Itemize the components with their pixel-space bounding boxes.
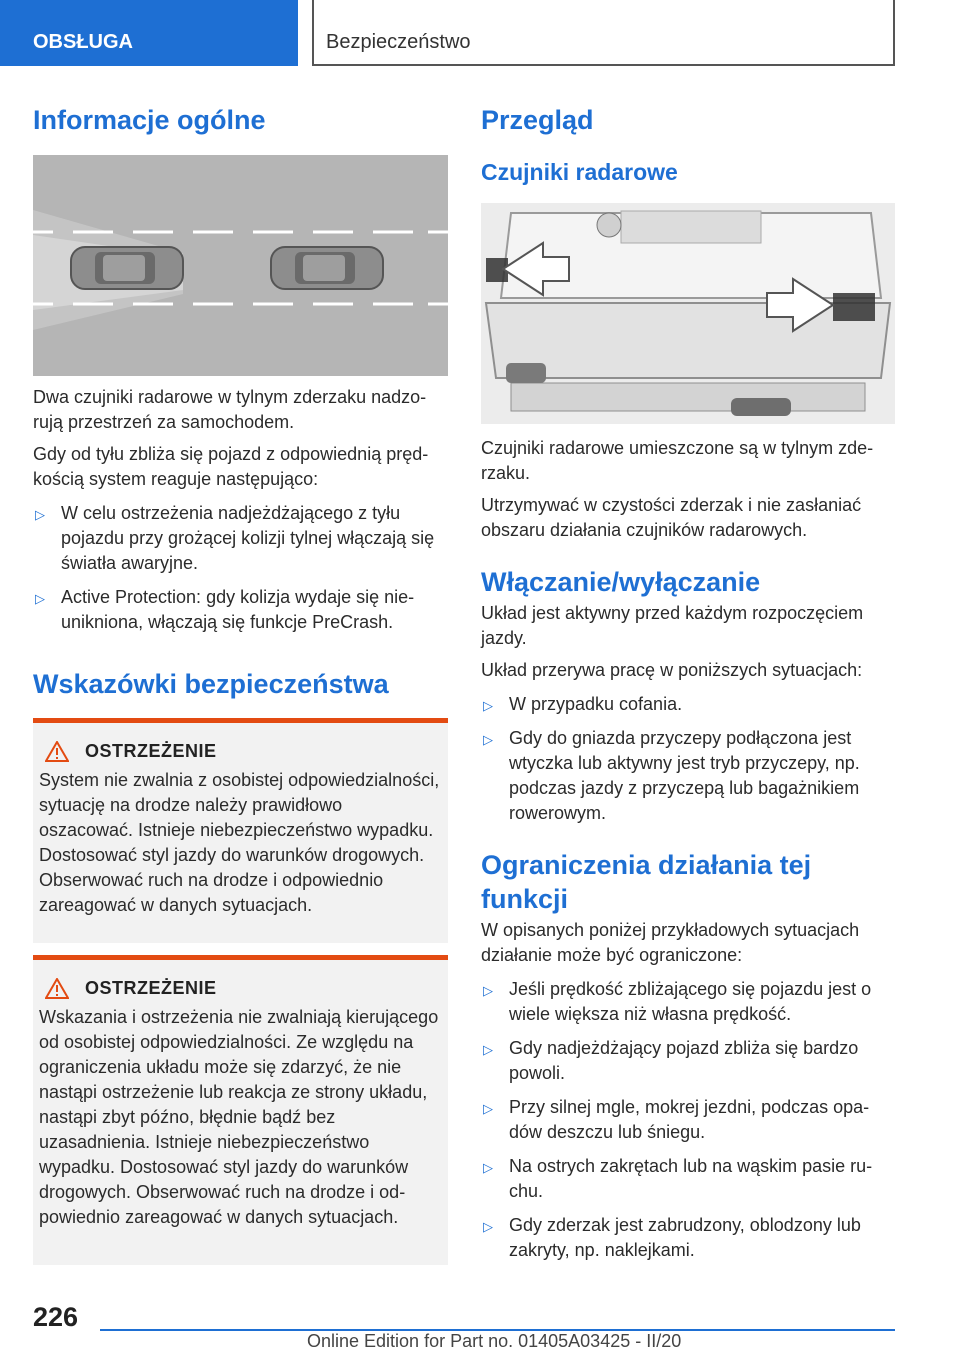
- warning-triangle-icon: [45, 978, 69, 999]
- warning-title: OSTRZEŻENIE: [39, 978, 440, 999]
- list-item: ▷ Jeśli prędkość zbliżającego się pojazdu jest o wiele większa niż własna prędkość.: [483, 979, 872, 1024]
- heading-general: Informacje ogólne: [33, 105, 266, 135]
- bumper-sensor-graphic: [481, 203, 895, 424]
- paragraph-keep-clean: Utrzymywać w czystości zderzak i nie zasłaniać obszaru działania czujników radarowych.: [481, 495, 862, 540]
- paragraph-sensor-location: Czujniki radarowe umieszczone są w tylnym zderzaku.: [481, 438, 874, 483]
- car-front: [271, 247, 383, 289]
- list-item: ▷ W przypadku cofania.: [481, 692, 895, 717]
- warning-box-2: [33, 955, 448, 1265]
- chapter-title: Bezpieczeństwo: [312, 0, 895, 66]
- right-column: [481, 96, 895, 1263]
- warning-title: OSTRZEŻENIE: [39, 741, 440, 762]
- warning-triangle-icon: [45, 741, 69, 762]
- list-item: ▷ Na ostrych zakrętach lub na wąskim pasie ruchu.: [483, 1156, 873, 1201]
- heading-safety: Wskazówki bezpieczeństwa: [33, 669, 389, 699]
- page-header: [0, 0, 960, 66]
- radar-road-graphic: [33, 155, 448, 376]
- paragraph-limits: W opisanych poniżej przykładowych sytuacjach działanie może być ograniczone:: [481, 920, 860, 965]
- paragraph-sensors-monitor: Dwa czujniki radarowe w tylnym zderzaku nadzorują przestrzeń za samochodem.: [33, 387, 427, 432]
- warning-box-1: [33, 718, 448, 943]
- warning-text: Wskazania i ostrzeżenia nie zwalniają kierującego od osobistej odpowiedzialności. Ze względu na ograniczenia układu może się zdarzyć, że nie nastąpi ostrzeżenie lub reakcja ze strony układu, nastąpi zbyt późno, błędnie bądź bez uzasadnienia. Istnieje niebezpieczeństwo wypadku. Dostosować styl jazdy do warunków drogowych. Obserwować ruch na drodze i odpowiednio zareagować w danych sytuacjach.: [39, 1007, 439, 1227]
- heading-overview: Przegląd: [481, 105, 594, 135]
- list-item: ▷ Gdy nadjeżdżający pojazd zbliża się bardzo powoli.: [483, 1038, 859, 1083]
- triangle-bullet-icon: ▷: [483, 1160, 493, 1175]
- car-rear: [71, 247, 183, 289]
- subheading-radar-sensors: Czujniki radarowe: [481, 159, 678, 185]
- interrupt-list: [481, 692, 895, 826]
- paragraph-active: Układ jest aktywny przed każdym rozpoczęciem jazdy.: [481, 603, 864, 648]
- heading-switch: Włączanie/wyłączanie: [481, 567, 761, 597]
- rear-radar-illustration: [33, 155, 448, 376]
- edition-text: Online Edition for Part no. 01405A03425 - II/20: [307, 1331, 682, 1351]
- section-tab: OBSŁUGA: [0, 0, 298, 66]
- list-item: ▷ Przy silnej mgle, mokrej jezdni, podczas opadów deszczu lub śniegu.: [483, 1097, 870, 1142]
- list-item: ▷ Gdy zderzak jest zabrudzony, oblodzony lub zakryty, np. naklejkami.: [483, 1215, 861, 1260]
- page-number: 226: [33, 1302, 79, 1332]
- reaction-list: [33, 501, 448, 635]
- triangle-bullet-icon: ▷: [483, 1101, 493, 1116]
- list-item: ▷ Active Protection: gdy kolizja wydaje się nieunikniona, włączają się funkcje PreCrash.: [35, 587, 415, 632]
- triangle-bullet-icon: ▷: [483, 983, 493, 998]
- rear-bumper-photo: [481, 203, 895, 424]
- heading-limits: Ograniczenia działania tej funkcji: [481, 850, 812, 914]
- left-column: [33, 96, 448, 1265]
- triangle-bullet-icon: ▷: [483, 1042, 493, 1057]
- warning-text: System nie zwalnia z osobistej odpowiedzialności, sytuację na drodze należy prawidłowo oszacować. Istnieje niebezpieczeństwo wypadku. Dostosować styl jazdy do warunków drogowych. Obserwować ruch na drodze i odpowiednio zareagować w danych sytuacjach.: [39, 770, 440, 915]
- triangle-bullet-icon: ▷: [35, 591, 45, 606]
- limits-list: [481, 977, 895, 1263]
- paragraph-interrupt: Układ przerywa pracę w poniższych sytuacjach:: [481, 660, 863, 680]
- triangle-bullet-icon: ▷: [483, 732, 493, 747]
- list-item: ▷ Gdy do gniazda przyczepy podłączona jest wtyczka lub aktywny jest tryb przyczepy, np. podczas jazdy z przyczepą lub bagażnikiem rowerowym.: [483, 728, 860, 823]
- triangle-bullet-icon: ▷: [483, 698, 493, 713]
- triangle-bullet-icon: ▷: [483, 1219, 493, 1234]
- list-item: ▷ W celu ostrzeżenia nadjeżdżającego z tyłu pojazdu przy grożącej kolizji tylnej włączają się światła awaryjne.: [35, 503, 435, 573]
- triangle-bullet-icon: ▷: [35, 507, 45, 522]
- paragraph-system-reaction: Gdy od tyłu zbliża się pojazd z odpowiednią prędkością system reaguje następująco:: [33, 444, 429, 489]
